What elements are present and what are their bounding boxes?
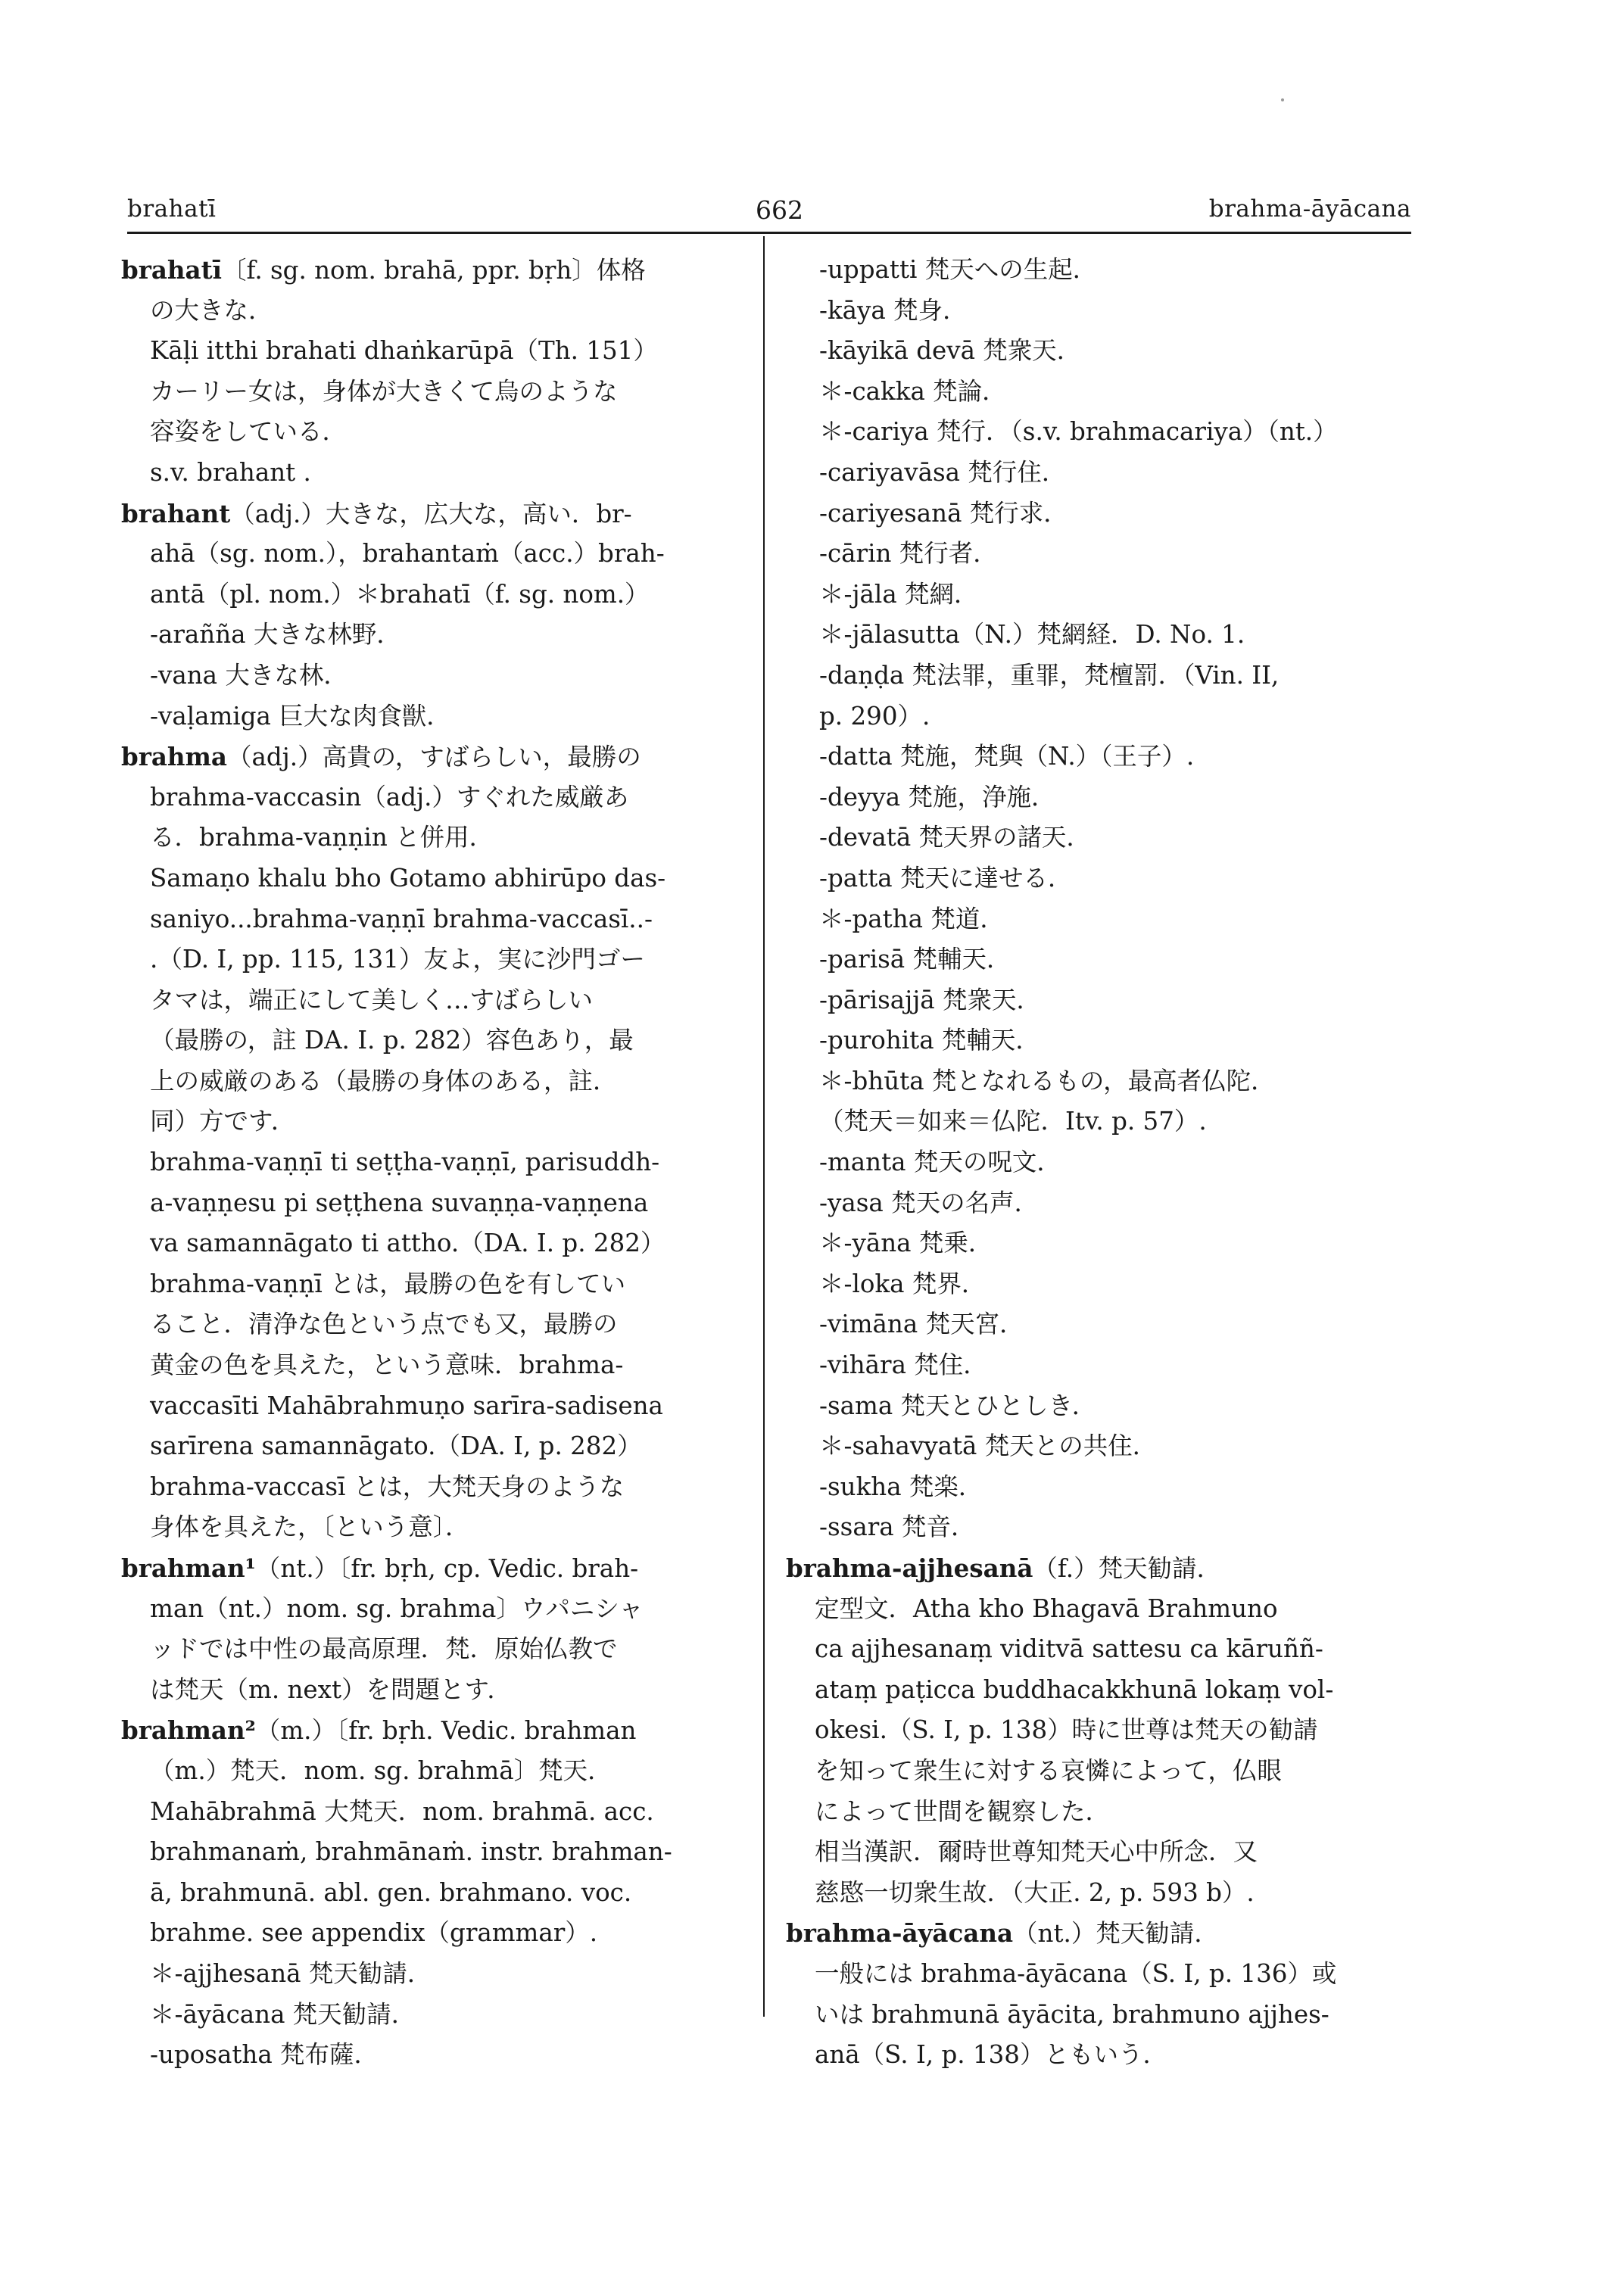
entry-line: -cariyavāsa 梵行住． [819,457,1067,487]
headword: brahma [121,742,227,772]
entry-line: ＊-jālasutta（N.）梵網経．D. No. 1. [819,620,1245,650]
entry-line: によって世間を観察した． [815,1796,1111,1826]
entry-line: ＊-cariya 梵行．（s.v. brahmacariya）（nt.） [819,417,1338,447]
entry-line: vaccasīti Mahābrahmuṇo sarīra-sadisena [150,1391,663,1420]
entry-line: brahmanaṁ, brahmānaṁ. instr. brahman- [150,1837,672,1867]
entry-line: brahma-vaccasin（adj.）すぐれた威厳あ [150,782,629,812]
entry-line: -devatā 梵天界の諸天． [819,823,1092,852]
entry-line: brahma-vaṇṇī ti seṭṭha-vaṇṇī, parisuddh- [150,1148,660,1177]
entry-line: -purohita 梵輔天． [819,1026,1040,1055]
entry-line: ataṃ paṭicca buddhacakkhunā lokaṃ vol- [815,1675,1334,1704]
entry-line: を知って衆生に対する哀憐によって，仏眼 [815,1756,1282,1785]
entry-line: -parisā 梵輔天． [819,945,1011,974]
left-column [121,250,742,2076]
entry-line: -daṇḍa 梵法罪，重罪，梵檀罰．（Vin. II, [819,660,1280,690]
entry-line: okesi.（S. I, p. 138）時に世尊は梵天の勧請 [815,1715,1318,1745]
entry-line: -vana 大きな林． [150,660,348,690]
entry-line: -vaḷamiga 巨大な肉食獣． [150,701,451,731]
entry-line: 黄金の色を具えた，という意味．brahma- [150,1351,624,1380]
column-divider [763,236,765,2017]
headword-gloss: 〔f. sg. nom. brahā, ppr. bṛh〕体格 [221,256,646,285]
entry-line: 定型文．Atha kho Bhagavā Brahmuno [815,1594,1278,1623]
headword-gloss: （adj.）高貴の，すばらしい，最勝の [226,743,641,772]
entry-line: 相当漢訳．爾時世尊知梵天心中所念．又 [815,1837,1258,1867]
entry-line: カーリー女は，身体が大きくて烏のような [150,376,618,406]
header-left-guide-word: brahatī [127,195,217,223]
headword: brahman¹ [121,1553,256,1583]
entry-line: -sukha 梵楽． [819,1472,983,1501]
entry-line: 上の威厳のある（最勝の身体のある，註． [150,1066,618,1095]
entry-line: antā（pl. nom.）＊brahatī（f. sg. nom.） [150,579,650,609]
entry-line: る．brahma-vaṇṇin と併用． [150,823,494,852]
entry-line: -cārin 梵行者． [819,539,998,569]
entry-line: a-vaṇṇesu pi seṭṭhena suvaṇṇa-vaṇṇena [150,1188,649,1217]
headword-line [121,1710,742,1751]
headword-line [786,1548,1407,1589]
entry-line: -uposatha 梵布薩． [150,2040,379,2070]
entry-line: -datta 梵施，梵與（N.）（王子）. [819,742,1195,771]
entry-line: ＊-sahavyatā 梵天との共住． [819,1432,1158,1461]
entry-line: p. 290）. [819,701,930,731]
entry-line: -ssara 梵音． [819,1513,976,1542]
headword-gloss: （m.）〔fr. bṛh. Vedic. brahman [255,1716,637,1746]
entry-line: -uppatti 梵天への生起． [819,255,1098,284]
entry-line: いは brahmunā āyācita, brahmuno ajjhes- [815,1999,1329,2029]
entry-line: ca ajjhesanaṃ viditvā sattesu ca kāruññ- [815,1634,1323,1664]
entry-line: 身体を具えた，〔という意〕． [150,1513,470,1542]
entry-line: -yasa 梵天の名声． [819,1188,1040,1217]
headword-line [121,737,742,777]
headword-line [121,494,742,534]
entry-line: ＊-āyācana 梵天勧請． [150,1999,416,2029]
page-number: 662 [756,195,803,225]
headword: brahant [121,498,231,528]
entry-line: anā（S. I, p. 138）ともいう． [815,2040,1167,2070]
entry-line: va samannāgato ti attho.（DA. I. p. 282） [150,1229,665,1258]
entry-line: 慈愍一切衆生故．（大正. 2, p. 593 b）. [815,1877,1255,1907]
entry-line: タマは，端正にして美しく…すばらしい [150,985,594,1014]
entry-line: ＊-jāla 梵網． [819,579,979,609]
entry-line: ＊-ajjhesanā 梵天勧請． [150,1958,432,1988]
entry-line: -deyya 梵施，浄施． [819,782,1056,812]
right-column [786,250,1407,2076]
entry-line: 同）方です． [150,1107,296,1136]
entry-line: （m.）梵天．nom. sg. brahmā〕梵天． [150,1756,613,1785]
entry-line: （梵天＝如来＝仏陀．Itv. p. 57）. [819,1107,1207,1136]
headword-line [786,1913,1407,1954]
page-header [127,195,1411,229]
headword-line [121,250,742,291]
entry-line: ＊-bhūta 梵となれるもの，最高者仏陀． [819,1066,1276,1095]
entry-line: brahma-vaṇṇī とは，最勝の色を有してい [150,1269,626,1298]
entry-line: brahma-vaccasī とは，大梵天身のような [150,1472,625,1501]
entry-line: Samaṇo khalu bho Gotamo abhirūpo das- [150,863,666,893]
speck-mark [1281,98,1284,101]
headword-gloss: （f.）梵天勧請． [1033,1554,1222,1583]
headword: brahatī [121,255,222,285]
entry-line: 容姿をしている． [150,417,348,447]
headword: brahman² [121,1715,256,1746]
entry-line: s.v. brahant . [150,457,311,487]
entry-line: -kāyikā devā 梵衆天． [819,336,1082,366]
entry-line: 一般には brahma-āyācana（S. I, p. 136）或 [815,1958,1337,1988]
header-right-guide-word: brahma-āyācana [1208,195,1411,223]
entry-line: の大きな． [150,295,273,325]
entry-line: -manta 梵天の呪文． [819,1148,1061,1177]
headword: brahma-ajjhesanā [786,1553,1033,1583]
entry-line: ahā（sg. nom.），brahantaṁ（acc.）brah- [150,539,665,569]
entry-line: ＊-patha 梵道． [819,904,1005,933]
headword-gloss: （nt.）梵天勧請． [1013,1919,1219,1949]
entry-line: man（nt.）nom. sg. brahma〕ウパニシャ [150,1594,644,1623]
headword-line [121,1548,742,1589]
entry-line: -vihāra 梵住． [819,1351,988,1380]
entry-line: ā, brahmunā. abl. gen. brahmano. voc. [150,1877,632,1907]
entry-line: -vimāna 梵天宮． [819,1310,1024,1339]
entry-line: ＊-loka 梵界． [819,1269,987,1298]
entry-line: -kāya 梵身． [819,295,968,325]
entry-line: -sama 梵天とひとしき． [819,1391,1097,1420]
entry-line: ＊-yāna 梵乗． [819,1229,993,1258]
entry-line: Kāḷi itthi brahati dhaṅkarūpā（Th. 151） [150,336,658,366]
headword-gloss: （adj.）大きな，広大な，高い．br- [230,499,632,528]
entry-line: ッドでは中性の最高原理．梵．原始仏教で [150,1634,618,1664]
entry-line: は梵天（m. next）を問題とす． [150,1675,512,1704]
entry-line: -pārisajjā 梵衆天． [819,985,1042,1014]
entry-line: （最勝の，註 DA. I. p. 282）容色あり，最 [150,1026,634,1055]
entry-line: -patta 梵天に達せる． [819,863,1073,893]
entry-line: -arañña 大きな林野． [150,620,401,650]
headword: brahma-āyācana [786,1918,1014,1949]
entry-line: -cariyesanā 梵行求． [819,498,1068,528]
headword-gloss: （nt.）〔fr. bṛh, cp. Vedic. brah- [255,1554,639,1583]
entry-line: ること．清浄な色という点でも又，最勝の [150,1310,618,1339]
header-rule [127,232,1411,234]
entry-line: saniyo...brahma-vaṇṇī brahma-vaccasī..- [150,904,653,933]
entry-line: Mahābrahmā 大梵天．nom. brahmā. acc. [150,1796,654,1826]
entry-line: .（D. I, pp. 115, 131）友よ，実に沙門ゴー [150,945,645,974]
entry-line: brahme. see appendix（grammar）. [150,1918,598,1948]
entry-line: sarīrena samannāgato.（DA. I, p. 282） [150,1432,642,1461]
entry-line: ＊-cakka 梵論． [819,376,1007,406]
